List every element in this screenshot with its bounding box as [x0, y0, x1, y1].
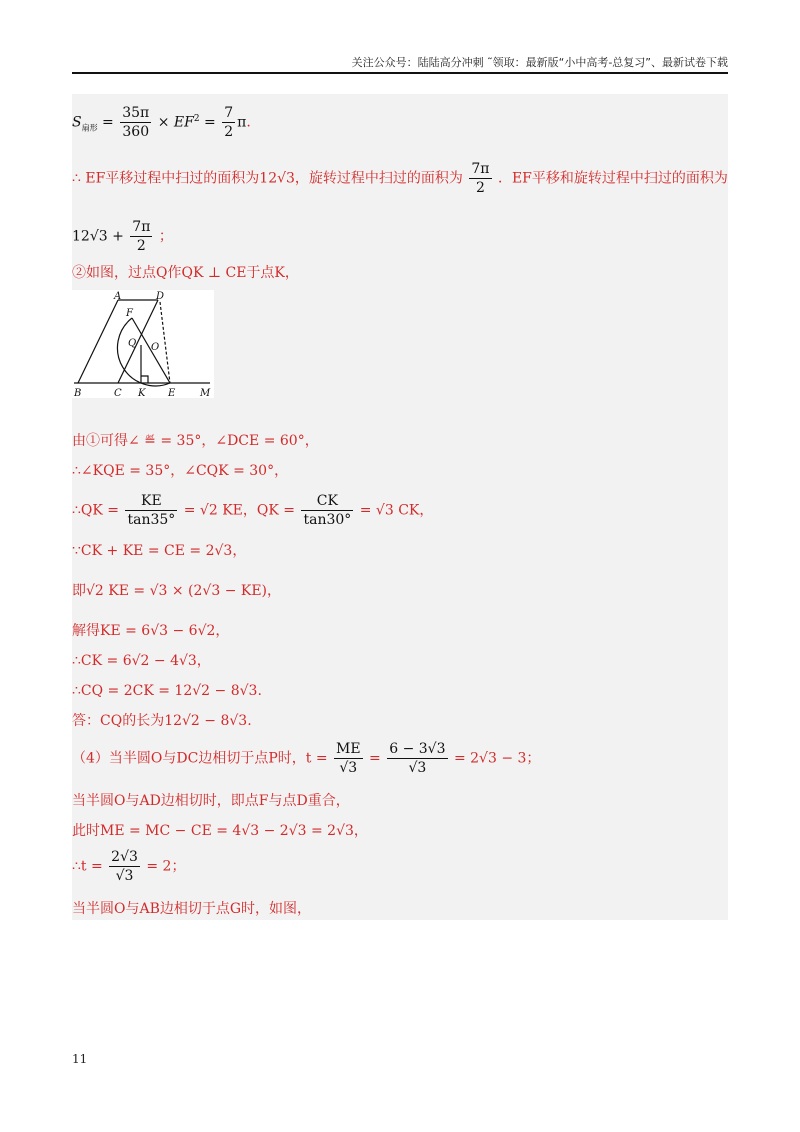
line-18: 当半圆O与AB边相切于点G时，如图， — [72, 901, 312, 917]
geometry-figure — [72, 290, 214, 398]
line-7: ∴QK = $\frac{KE}{\tan 35^\circ}$ = √2 KE，QK = $\frac{CK}{\tan 30^\circ}$ = √3 CK， — [72, 493, 434, 528]
line-4: ②如图，过点Q作QK ⊥ CE于点K， — [72, 265, 299, 281]
label-M: M — [200, 388, 211, 398]
line-6: ∴∠KQE = 35°，∠CQK = 30°， — [72, 463, 289, 479]
label-F: F — [126, 308, 133, 319]
line-12: ∴CQ = 2CK = 12√2 − 8√3. — [72, 683, 262, 699]
page-header: 关注公众号：陆陆高分冲刺 ˜领取：最新版“小中高考-总复习”、最新试卷下载 — [351, 56, 728, 69]
line-9: 即√2 KE = √3 × (2√3 − KE)， — [72, 583, 282, 599]
line-15: 当半圆O与AD边相切时，即点F与点D重合， — [72, 793, 350, 809]
label-O: O — [151, 342, 160, 353]
line-13: 答：CQ的长为12√2 − 8√3. — [72, 713, 252, 729]
header-rule — [72, 72, 728, 74]
line-17: ∴t = $\frac{2√3}{√3}$ = 2； — [72, 849, 186, 884]
line-16: 此时ME = MC − CE = 4√3 − 2√3 = 2√3， — [72, 823, 368, 839]
line-5: 由①可得∠ ≝ = 35°，∠DCE = 60°， — [72, 433, 319, 449]
sector-area-line: $S_{扇形}$ = $\frac{35\pi}{360}$ × $EF^2$ = $\frac{7}{2}$ π. — [72, 105, 251, 140]
line-11: ∴CK = 6√2 − 4√3， — [72, 653, 211, 669]
page-number: 11 — [72, 1052, 88, 1066]
label-C: C — [114, 388, 122, 398]
label-B: B — [74, 388, 82, 398]
line-3: 12√3 + $\frac{7\pi}{2}$ ； — [72, 219, 173, 254]
label-K: K — [138, 388, 146, 398]
line-2: ∴ EF平移过程中扫过的面积为12√3，旋转过程中扫过的面积为 $\frac{7\pi}{2}$ ．EF平移和旋转过程中扫过的面积为 — [72, 161, 728, 196]
line-8: ∵CK + KE = CE = 2√3， — [72, 543, 247, 559]
label-D: D — [156, 291, 165, 302]
label-Q: Q — [128, 338, 137, 349]
line-14: （4）当半圆O与DC边相切于点P时，t = $\frac{ME}{√3}$ = $\frac{6 - 3√3}{√3}$ = 2√3 − 3； — [72, 741, 541, 776]
label-A: A — [114, 291, 122, 302]
label-E: E — [168, 388, 176, 398]
line-10: 解得KE = 6√3 − 6√2， — [72, 623, 230, 639]
